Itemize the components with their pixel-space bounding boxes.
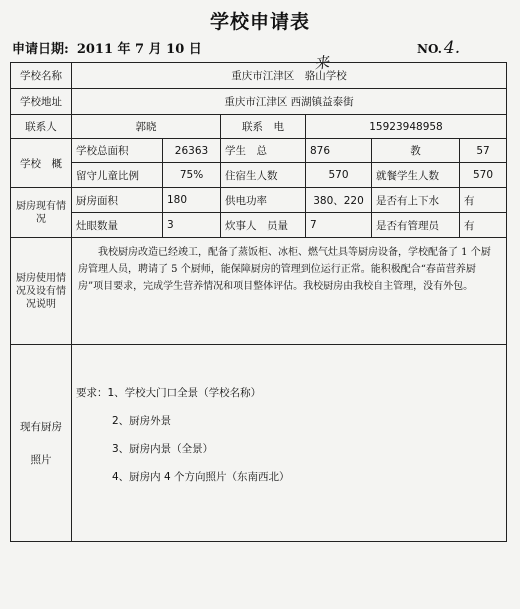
school-address-value: 重庆市江津区 西湖镇益泰街 xyxy=(72,89,507,115)
kitchen-status-label: 厨房现有情况 xyxy=(11,188,72,238)
photos-row xyxy=(11,345,507,542)
usage-description: 我校厨房改造已经竣工，配备了蒸饭柜、冰柜、燃气灶具等厨房设备，学校配备了 1 个厨房管理人员，聘请了 5 个厨师，能保障厨房的管理到位运行正常。能积极配合“春苗营养厨房”项目要求，完成学生营养情况和项目整体评估。我校厨房由我校自主管理，没有外包。 xyxy=(72,238,507,345)
school-name-value: 重庆市江津区 骆山学校 xyxy=(72,63,507,89)
requirement-item: 要求：1、学校大门口全景（学校名称） xyxy=(76,387,262,399)
handwritten-note: 来 xyxy=(312,53,331,73)
requirement-item: 3、厨房内景（全景） xyxy=(112,443,214,455)
water-label: 是否有上下水 xyxy=(372,188,460,213)
manager-value: 有 xyxy=(460,213,507,238)
overview-row-1 xyxy=(11,139,507,163)
kitchen-area-value: 180 xyxy=(163,188,221,213)
requirement-item: 2、厨房外景 xyxy=(112,415,172,427)
date-value: 2011 年 7 月 10 日 xyxy=(76,42,202,57)
school-overview-label: 学校 概 xyxy=(11,139,72,188)
form-number xyxy=(417,38,460,58)
photos-label-cell xyxy=(11,345,72,542)
stoves-label: 灶眼数量 xyxy=(72,213,163,238)
teachers-label: 教 xyxy=(372,139,460,163)
water-value: 有 xyxy=(460,188,507,213)
number-label: NO. xyxy=(417,42,442,56)
power-value: 380、220 xyxy=(306,188,372,213)
contact-value: 郭晓 xyxy=(72,115,221,139)
kitchen-area-label: 厨房面积 xyxy=(72,188,163,213)
number-value: 4. xyxy=(443,38,461,58)
students-value: 876 xyxy=(306,139,372,163)
left-behind-value: 75% xyxy=(163,163,221,188)
photo-requirements xyxy=(72,345,507,542)
school-name-label: 学校名称 xyxy=(11,63,72,89)
school-name-row xyxy=(11,63,507,89)
application-date xyxy=(12,38,202,57)
teachers-value: 57 xyxy=(460,139,507,163)
contact-row xyxy=(11,115,507,139)
boarding-value: 570 xyxy=(306,163,372,188)
boarding-label: 住宿生人数 xyxy=(221,163,306,188)
area-label: 学校总面积 xyxy=(72,139,163,163)
stoves-value: 3 xyxy=(163,213,221,238)
dining-value: 570 xyxy=(460,163,507,188)
date-label: 申请日期: xyxy=(12,42,69,57)
manager-label: 是否有管理员 xyxy=(372,213,460,238)
area-value: 26363 xyxy=(163,139,221,163)
form-title: 学校申请表 xyxy=(209,11,310,33)
application-table xyxy=(10,62,507,542)
photos-label-line2: 照片 xyxy=(30,454,52,466)
usage-label: 厨房使用情况及设有情况说明 xyxy=(11,238,72,345)
kitchen-row-2 xyxy=(11,213,507,238)
school-address-label: 学校地址 xyxy=(11,89,72,115)
left-behind-label: 留守儿童比例 xyxy=(72,163,163,188)
school-address-row xyxy=(11,89,507,115)
students-label: 学生 总 xyxy=(221,139,306,163)
cooks-value: 7 xyxy=(306,213,372,238)
dining-label: 就餐学生人数 xyxy=(372,163,460,188)
contact-label: 联系人 xyxy=(11,115,72,139)
power-label: 供电功率 xyxy=(221,188,306,213)
photos-label-line1: 现有厨房 xyxy=(20,421,62,433)
usage-row xyxy=(11,238,507,345)
overview-row-2 xyxy=(11,163,507,188)
requirement-item: 4、厨房内 4 个方向照片（东南西北） xyxy=(112,471,290,483)
kitchen-row-1 xyxy=(11,188,507,213)
phone-value: 15923948958 xyxy=(306,115,507,139)
cooks-label: 炊事人 员量 xyxy=(221,213,306,238)
phone-label: 联系 电 xyxy=(221,115,306,139)
